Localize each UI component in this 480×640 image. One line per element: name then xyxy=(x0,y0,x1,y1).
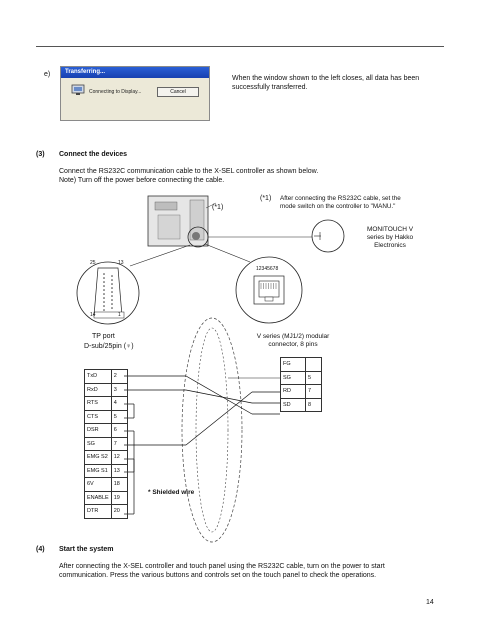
pin-signal: RxD xyxy=(85,383,112,397)
monitouch-label xyxy=(345,226,435,250)
pin-signal: FG xyxy=(281,358,306,372)
pin-13-label: 13 xyxy=(118,260,124,266)
pin-signal: TxD xyxy=(85,370,112,384)
pin-row xyxy=(85,383,128,397)
pin-row xyxy=(85,370,128,384)
vseries-line-1: V series (MJ1/2) modular xyxy=(256,333,330,340)
section4-number: (4) xyxy=(36,546,45,553)
pin-row xyxy=(281,371,322,385)
pin-row xyxy=(85,410,128,424)
pin-signal: SG xyxy=(281,371,306,385)
pin-signal: CTS xyxy=(85,410,112,424)
pin-signal: EMG S2 xyxy=(85,451,112,465)
pin-number xyxy=(306,358,322,372)
footnote-text-2: mode switch on the controller to "MANU." xyxy=(280,203,396,210)
left-pinout-table xyxy=(84,369,128,519)
pin-row xyxy=(281,385,322,399)
pin-row xyxy=(85,424,128,438)
pin-number: 12 xyxy=(111,451,127,465)
section3-line2: Note) Turn off the power before connecting the cable. xyxy=(59,177,225,184)
pin-row xyxy=(281,358,322,372)
shield-ellipse xyxy=(182,318,242,542)
right-pinout-table xyxy=(280,357,322,412)
tp-port-label: TP port xyxy=(92,333,115,340)
section3-line1: Connect the RS232C communication cable to the X-SEL controller as shown below. xyxy=(59,168,319,175)
monitouch-line-1: MONITOUCH V xyxy=(366,226,414,233)
x-sel-controller xyxy=(148,196,208,246)
shielded-wire-label: * Shielded wire xyxy=(148,489,195,496)
pin-row xyxy=(85,491,128,505)
pin-number: 7 xyxy=(111,437,127,451)
section3-number: (3) xyxy=(36,151,45,158)
pin-signal: DTR xyxy=(85,505,112,519)
pin-number: 6 xyxy=(111,424,127,438)
pin-signal: RD xyxy=(281,385,306,399)
pin-number: 7 xyxy=(306,385,322,399)
pin-14-label: 14 xyxy=(90,312,96,318)
rj-pin-numbers: 12345678 xyxy=(256,266,279,272)
pin-signal: SD xyxy=(281,398,306,412)
step-e-marker: e) xyxy=(44,71,51,78)
pin-number: 18 xyxy=(111,478,127,492)
pin-row xyxy=(281,398,322,412)
pin-number: 2 xyxy=(111,370,127,384)
pin-1-label: 1 xyxy=(118,312,121,318)
pin-row xyxy=(85,437,128,451)
section4-line1: After connecting the X-SEL controller and touch panel using the RS232C cable, turn on the power to start xyxy=(59,563,385,570)
section3-heading: Connect the devices xyxy=(59,151,128,158)
vseries-label xyxy=(238,333,348,349)
monitouch-line-3: Electronics xyxy=(374,242,406,249)
pin-signal: ENABLE xyxy=(85,491,112,505)
dialog-title: Transferring... xyxy=(61,67,209,78)
section4-heading: Start the system xyxy=(59,546,114,553)
section4-line2: communication. Press the various buttons and controls set on the touch panel to check the operations. xyxy=(59,572,377,579)
footnote-marker: (*1) xyxy=(260,195,272,202)
pin-row xyxy=(85,464,128,478)
pin-signal: EMG S1 xyxy=(85,464,112,478)
pin-signal: 6V xyxy=(85,478,112,492)
pin-row xyxy=(85,478,128,492)
vseries-line-2: connector, 8 pins xyxy=(268,341,318,348)
dialog-message: Connecting to Display... xyxy=(89,89,142,95)
step-e-note: When the window shown to the left closes, all data has been successfully transferred. xyxy=(232,75,420,91)
pin-signal: DSR xyxy=(85,424,112,438)
pin-number: 19 xyxy=(111,491,127,505)
pin-number: 3 xyxy=(111,383,127,397)
device-footnote-label: (*1) xyxy=(212,204,224,211)
pin-number: 5 xyxy=(111,410,127,424)
pin-row xyxy=(85,505,128,519)
pin-signal: RTS xyxy=(85,397,112,411)
pin-number: 20 xyxy=(111,505,127,519)
monitouch-line-2: series by Hakko xyxy=(366,234,414,241)
dsub-label: D-sub/25pin (♀) xyxy=(84,343,134,350)
pin-number: 4 xyxy=(111,397,127,411)
pin-number: 5 xyxy=(306,371,322,385)
page-number: 14 xyxy=(426,599,434,606)
pin-row xyxy=(85,397,128,411)
pin-number: 13 xyxy=(111,464,127,478)
pin-25-label: 25 xyxy=(90,260,96,266)
pin-row xyxy=(85,451,128,465)
pin-number: 8 xyxy=(306,398,322,412)
pin-signal: SG xyxy=(85,437,112,451)
footnote-text-1: After connecting the RS232C cable, set the xyxy=(280,195,401,202)
dsub-connector xyxy=(94,268,122,316)
cancel-button[interactable]: Cancel xyxy=(157,87,199,97)
